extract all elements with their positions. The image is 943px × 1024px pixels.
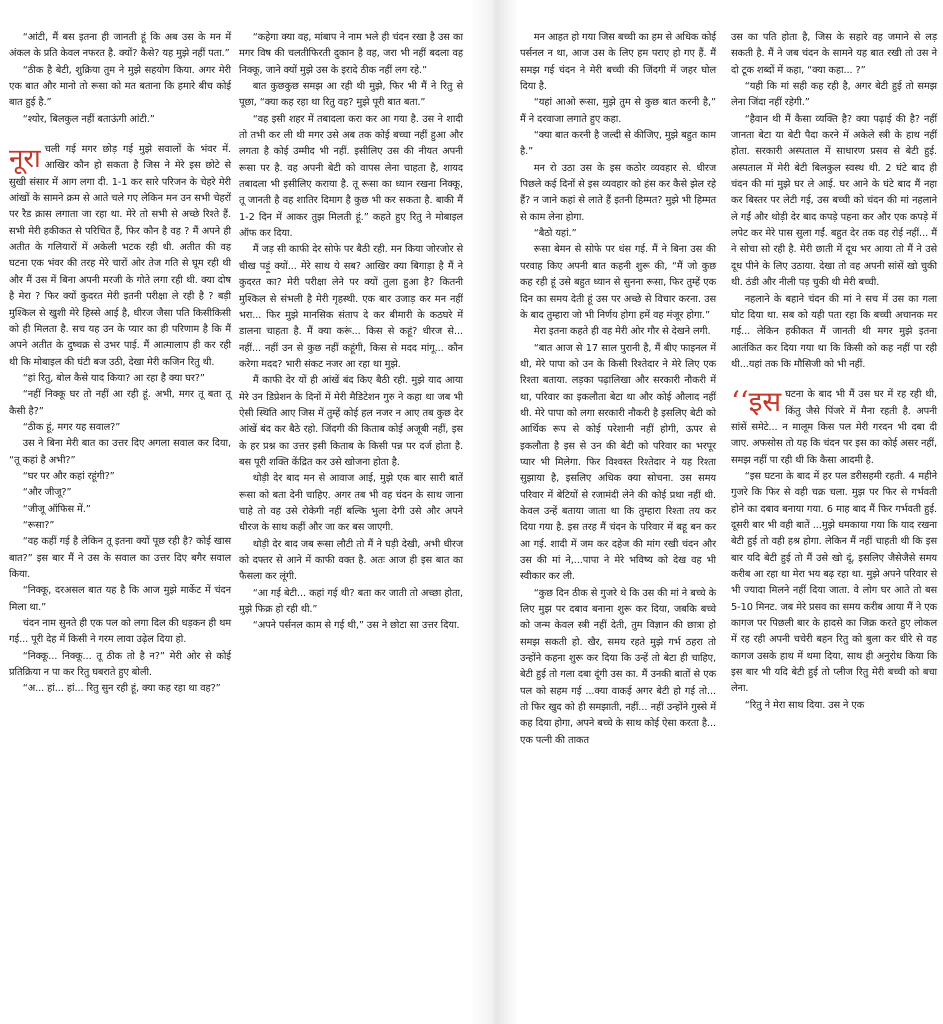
text-column-4 bbox=[731, 30, 937, 714]
paragraph: “बात आज से 17 साल पुरानी है, मैं बीए फाइनल में थी, मेरे पापा को उन के किसी रिश्तेदार ने मेरे लिए एक रिश्ता बताया. लड़का पढ़ालिखा और सरकारी नौकरी में था, परिवार का इकलौता बेटा था और कोई औलाद नहीं थी. मेरे पापा को लगा सरकारी नौकरी है इसलिए बेटी को आर्थिक रूप से कोई परेशानी नहीं होगी, ऊपर से इकलौता है इस से उन की बेटी को परिवार का भरपूर प्यार भी मिलेगा. फिर विश्वस्त रिश्तेदार ने यह रिश्ता सुझाया है, इसलिए अधिक क्या सोचना. उस समय परिवार में बेटियों से रजामंदी लेने की कोई प्रथा नहीं थी. केवल उन्हें बताया जाता था कि तुम्हारा रिश्ता तय कर दिया गया है. इस तरह मैं चंदन के परिवार में बहू बन कर आ गई. शादी में जम कर दहेज की मांग रखी चंदन और उस की मां ने,...पापा ने मेरे भविष्य को देख वह भी स्वीकार कर ली. bbox=[520, 342, 716, 583]
paragraph: “निक्कू... निक्कू... तू ठीक तो है न?” मेरी ओर से कोई प्रतिक्रिया न पा कर रितु घबराते हुए बोली. bbox=[9, 650, 231, 679]
text-column-2 bbox=[239, 30, 463, 635]
paragraph: थोड़ी देर बाद जब रूसा लौटी तो मैं ने घड़ी देखी, अभी धीरज को दफ्तर से आने में काफी वक्त है. अतः आज ही इस बात का फैसला कर लूंगी. bbox=[239, 538, 463, 583]
section-spacer bbox=[9, 128, 231, 142]
paragraph: “नहीं निक्कू घर तो नहीं आ रही हूं. अभी, मगर तू बता तू कैसी है?” bbox=[9, 389, 231, 417]
paragraph-text: घटना के बाद भी मैं उस घर में रह रही थी, किंतु जैसे पिंजरे में मैना रहती है. अपनी सांसें समेटे... न मालूम किस पल मेरी गरदन भी दबा दी जाए. अफसोस तो यह कि चंदन पर इस का कोई असर नहीं, समझ नहीं पा रही थी कि कैसा आदमी है. bbox=[731, 389, 937, 466]
paragraph: उस ने बिना मेरी बात का उत्तर दिए अगला सवाल कर दिया, “तू कहां है अभी?” bbox=[9, 438, 231, 466]
paragraph: “निक्कू, दरअसल बात यह है कि आज मुझे मार्केट में चंदन मिला था.” bbox=[9, 585, 231, 613]
paragraph: “रितु ने मेरा साथ दिया. उस ने एक bbox=[744, 699, 865, 711]
paragraph: “श्योर, बिलकुल नहीं बताऊंगी आंटी.” bbox=[22, 113, 155, 125]
drop-cap-word: ‘‘इस bbox=[731, 385, 782, 419]
paragraph: “ठीक है बेटी, शुक्रिया तुम ने मुझे सहयोग किया. अगर मेरी एक बात और मानो तो रूसा को मत बताना कि हमारे बीच कोई बात हुई है.” bbox=[9, 64, 231, 109]
paragraph: मन रो उठा उस के इस कठोर व्यवहार से. धीरज पिछले कई दिनों से इस व्यवहार को हंस कर कैसे झेल रहे हैं? न जाने कहां से लाते हैं इतनी हिम्मत? मुझे भी हिम्मत से काम लेना होगा. bbox=[520, 162, 716, 223]
paragraph: “कहेगा क्या वह, मांबाप ने नाम भले ही चंदन रखा है उस का मगर विष की चलतीफिरती दुकान है वह, जरा भी नहीं बदला वह निक्कू, जाने क्यों मुझे उस के इरादे ठीक नहीं लग रहे.” bbox=[239, 32, 463, 76]
paragraph: “इस घटना के बाद में हर पल डरीसहमी रहती. 4 महीने गुजरे कि फिर से वही चक्र चला. मुझ पर फिर से गर्भवती होने का दबाव बनाया गया. 6 माह बाद मैं फिर गर्भवती हुई. दूसरी बार भी वही बातें ...मुझे धमकाया गया कि याद रखना बेटी हुई तो वही हश्र होगा. लेकिन मैं नहीं चाहती थी कि इस बार यदि बेटी हुई तो मैं उसे खो दूं, इसलिए जैसेजैसे समय करीब आ रहा था मेरा भय बढ़ रहा था. मुझे अपने परिवार से भी ज्यादा मिलने नहीं दिया जाता. वे लोग घर आते तो बस 5-10 मिनट. जब मेरे प्रसव का समय करीब आया मैं ने एक कागज पर पिछली बार के हादसे का जिक्र करते हुए लोकल में रह रही अपनी चचेरी बहन रितु को बुला कर धीरे से वह कागज उसके हाथ में थमा दिया, साथ ही अनुरोध किया कि इस बार भी यदि बेटी हुई तो प्लीज रितु मेरी बच्ची को बचा लेना. bbox=[731, 470, 937, 695]
paragraph: “और जीजू?” bbox=[22, 487, 72, 499]
paragraph: मैं जड़ सी काफी देर सोफे पर बैठी रही. मन किया जोरजोर से चीख पड़ूं क्यों... मेरे साथ ये सब? आखिर क्या बिगाड़ा है मैं ने कुदरत का? मेरी परीक्षा लेने पर क्यों तुला हुआ है? कितनी मुश्किल से संभली है मेरी गृहस्थी. एक बार उजाड़ कर मन नहीं भरा... फिर मुझे मानसिक संताप दे कर बीमारी के कठघरे में डालना चाहता है. मैं क्या करूं... किस से कहूं? धीरज से... नहीं... नहीं उन से कुछ नहीं कहूंगी, किस से मदद मांगू... कौन करेगा मदद? भारी संकट नजर आ रहा था मुझे. bbox=[239, 244, 463, 370]
paragraph: “वह कहीं गई है लेकिन तू इतना क्यों पूछ रही है? कोई खास बात?” इस बार मैं ने उस के सवाल का उत्तर दिए बगैर सवाल किया. bbox=[9, 536, 231, 580]
paragraph: मेरा इतना कहते ही वह मेरी ओर गौर से देखने लगी. bbox=[533, 326, 711, 338]
right-page bbox=[518, 0, 943, 1024]
paragraph: “ठीक हूं, मगर यह सवाल?” bbox=[22, 421, 121, 433]
paragraph: “वह इसी शहर में तबादला करा कर आ गया है. उस ने शादी तो तभी कर ली थी मगर उसे अब तक कोई बच्चा नहीं हुआ और लगता है कोई उम्मीद भी नहीं. इसीलिए उस की नीयत अपनी रूसा पर है. वह अपनी बेटी को वापस लेना चाहता है, शायद तबादला भी इसीलिए कराया है. तू रूसा का ध्यान रखना निक्कू, तू जानती है वह शातिर दिमाग है कुछ भी कर सकता है. बाकी मैं 1-2 दिन में आकर तुझ मिलती हूं.” कहते हुए रितु ने मोबाइल ऑफ कर दिया. bbox=[239, 113, 463, 240]
paragraph: रूसा बेमन से सोफे पर धंस गई. मैं ने बिना उस की परवाह किए अपनी बात कहनी शुरू की, “मैं जो कुछ कह रही हूं उसे बहुत ध्यान से सुनना रूसा, फिर तुम्हें एक दिन का समय देती हूं उस पर अच्छे से विचार करना. उस के बाद तुम्हारा जो भी निर्णय होगा हमें वह मंजूर होगा.” bbox=[520, 244, 716, 321]
paragraph: “कुछ दिन ठीक से गुजरे थे कि उस की मां ने बच्चे के लिए मुझ पर दबाव बनाना शुरू कर दिया, जबकि बच्चे को जन्म केवल स्त्री नहीं देती, तुम विज्ञान की छात्रा हो समझ सकती हो. खैर, समय रहते मुझे गर्भ ठहरा तो उन्होंने कहना शुरू कर दिया कि उन्हें तो बेटा ही चाहिए, बेटी हुई तो गला दबा दूंगी उस का. मैं उनकी बातों से एक पल को सहम गई ...क्या वाकई अगर बेटी हो गई तो... तो फिर खुद को ही समझाती, नहीं... नहीं उन्होंने गुस्से में कह दिया होगा, अपने बच्चे के साथ कोई ऐसा करता है... एक पत्नी की ताकत bbox=[520, 587, 716, 746]
section-start-paragraph bbox=[731, 387, 937, 469]
paragraph: उस का पति होता है, जिस के सहारे वह जमाने से लड़ सकती है. मैं ने जब चंदन के सामने यह बात रखी तो उस ने दो टूक शब्दों में कहा, “क्या कहा... ?” bbox=[731, 32, 937, 76]
paragraph: “अपने पर्सनल काम से गई थी,” उस ने छोटा सा उत्तर दिया. bbox=[252, 620, 460, 632]
paragraph: “यहां आओ रूसा, मुझे तुम से कुछ बात करनी है,” मैं ने दरवाजा लगाते हुए कहा. bbox=[520, 97, 716, 125]
paragraph: नहलाने के बहाने चंदन की मां ने सच में उस का गला घोट दिया था. सब को यही पता रहा कि बच्ची अचानक मर गई... लेकिन हकीकत मैं जानती थी मगर मुझे इतना आतंकित कर दिया गया था कि किसी को कह नहीं पा रही थी...यहां तक कि मौसिजी को भी नहीं. bbox=[731, 293, 937, 370]
paragraph: “हैवान थी मैं कैसा व्यक्ति है? क्या पढ़ाई की है? नहीं जानता बेटा या बेटी पैदा करने में अकेले स्त्री के हाथ नहीं होता. सरकारी अस्पताल में साधारण प्रसव से बेटी हुई. अस्पताल में मेरी बेटी बिलकुल स्वस्थ थी. 2 घंटे बाद ही चंदन की मां मुझे घर ले आई. घर आने के घंटे बाद मैं नहा कर बिस्तर पर लेटी गई, उस बच्ची को चंदन की मां नहलाने ले गईं और थोड़ी देर बाद कपड़े पहना कर और एक कपड़े में लपेट कर मेरे पास सुला गईं. बहुत देर तक वह रोई नहीं... मैं ने सोचा सो रही है. मेरी छाती में दूध भर आया तो मैं ने उसे दूध पीने के लिए उठाया. देखा तो वह अपनी सांसें खो चुकी थी. ठंडी और नीली पड़ चुकी थी मेरी बच्ची. bbox=[731, 113, 937, 289]
paragraph: “रूसा?” bbox=[22, 519, 55, 531]
drop-cap-word: नूरा bbox=[9, 144, 41, 175]
left-page bbox=[0, 0, 470, 1024]
paragraph: थोड़ी देर बाद मन से आवाज आई, मुझे एक बार सारी बातें रूसा को बता देनी चाहिए. अगर तब भी वह चंदन के साथ जाना चाहे तो वह उसे रोकेगी नहीं बल्कि भुला देगी उसे और अपने धीरज के साथ कहीं और जा कर बस जाएगी. bbox=[239, 473, 463, 534]
paragraph: मन आहत हो गया जिस बच्ची का हम से अधिक कोई पर्सनल न था, आज उस के लिए हम पराए हो गए हैं. मैं समझ गई चंदन ने मेरी बच्ची की जिंदगी में जहर घोल दिया है. bbox=[520, 32, 716, 93]
paragraph: “आ गई बेटी... कहां गई थी? बता कर जाती तो अच्छा होता, मुझे फिक्र हो रही थी.” bbox=[239, 587, 463, 616]
paragraph: “घर पर और कहां रहूंगी?” bbox=[22, 470, 115, 482]
paragraph: चंदन नाम सुनते ही एक पल को लगा दिल की धड़कन ही थम गई... पूरी देह में किसी ने गरम लावा उढ़ेल दिया हो. bbox=[9, 618, 231, 646]
text-column-1 bbox=[9, 30, 231, 698]
paragraph-text: चली गई मगर छोड़ गई मुझे सवालों के भंवर में. आखिर कौन हो सकता है जिस ने मेरे इस छोटे से सुखी संसार में आग लगा दी. 1-1 कर सारे परिजन के चेहरे मेरी आंखों के सामने क्रम से आते चले गए लेकिन मन उन सभी चेहरों पर रैड क्रास लगाता जा रहा था. मेरे तो सभी से अच्छे रिश्ते हैं. सभी मेरी हकीकत से परिचित हैं, फिर कौन है वह ? मैं अपने ही अतीत के गलियारों में अकेली भटक रही थी. अतीत की वह घटना एक भंवर की तरह मेरे चारों ओर तेज गति से घूम रही थी और मैं उस में बिना अपनी मरजी के गोते लगा रही थी. क्या दोष है मेरा ? फिर क्यों कुदरत मेरी इतनी परीक्षा ले रही है ? बड़ी मुश्किल से खुशी मेरे हिस्से आई है, धीरज जैसा पति किसीकिसी को ही मिलता है. सच यह उन के प्यार का ही परिणाम है कि मैं अपने अतीत के दुष्चक्र से उभर पाई. मैं आत्मालाप ही कर रही थी कि मोबाइल की घंटी बज उठी, देखा मेरी कजिन रितु थी. bbox=[9, 144, 231, 368]
page-gutter bbox=[470, 0, 518, 1024]
paragraph: “हां रितु, बोल कैसे याद किया? आ रहा है क्या घर?” bbox=[22, 372, 205, 384]
paragraph: “आंटी, मैं बस इतना ही जानती हूं कि अब उस के मन में अंकल के प्रति केवल नफरत है. क्यों? कैसे? यह मुझे नहीं पता.” bbox=[9, 32, 231, 60]
paragraph: बात कुछकुछ समझ आ रही थी मुझे, फिर भी मैं ने रितु से पूछा, “क्या कह रहा था रितु वह? मुझे पूरी बात बता.” bbox=[239, 81, 463, 109]
paragraph: “बैठो यहां.” bbox=[533, 228, 577, 240]
paragraph: “अ... हां... हां... रितु सुन रही हूं, क्या कह रहा था वह?” bbox=[22, 683, 221, 695]
paragraph: “यही कि मां सही कह रही है, अगर बेटी हुई तो समझ लेना जिंदा नहीं रहेगी.” bbox=[731, 81, 937, 109]
paragraph: “क्या बात करनी है जल्दी से कीजिए, मुझे बहुत काम है.” bbox=[520, 130, 716, 158]
paragraph: “जीजू ऑफिस में.” bbox=[22, 503, 91, 515]
text-column-3 bbox=[520, 30, 716, 749]
paragraph: मैं काफी देर यों ही आंखें बंद किए बैठी रही. मुझे याद आया मेरे उन डिप्रेशन के दिनों में मेरी मैडिटेशन गुरु ने कहा था जब भी ऐसी स्थिति आए जिस में तुम्हें कोई हल नजर न आए तब कुछ देर आंखें बंद कर बैठे रहो. जिंदगी की किताब कोई अजूबी नहीं, इस के हर प्रश्न का उत्तर इसी किताब के किसी पन्न पर दर्ज होता है. बस पूरी शक्ति केंद्रित कर उसे खोजना होता है. bbox=[239, 375, 463, 468]
section-start-paragraph bbox=[9, 142, 231, 371]
